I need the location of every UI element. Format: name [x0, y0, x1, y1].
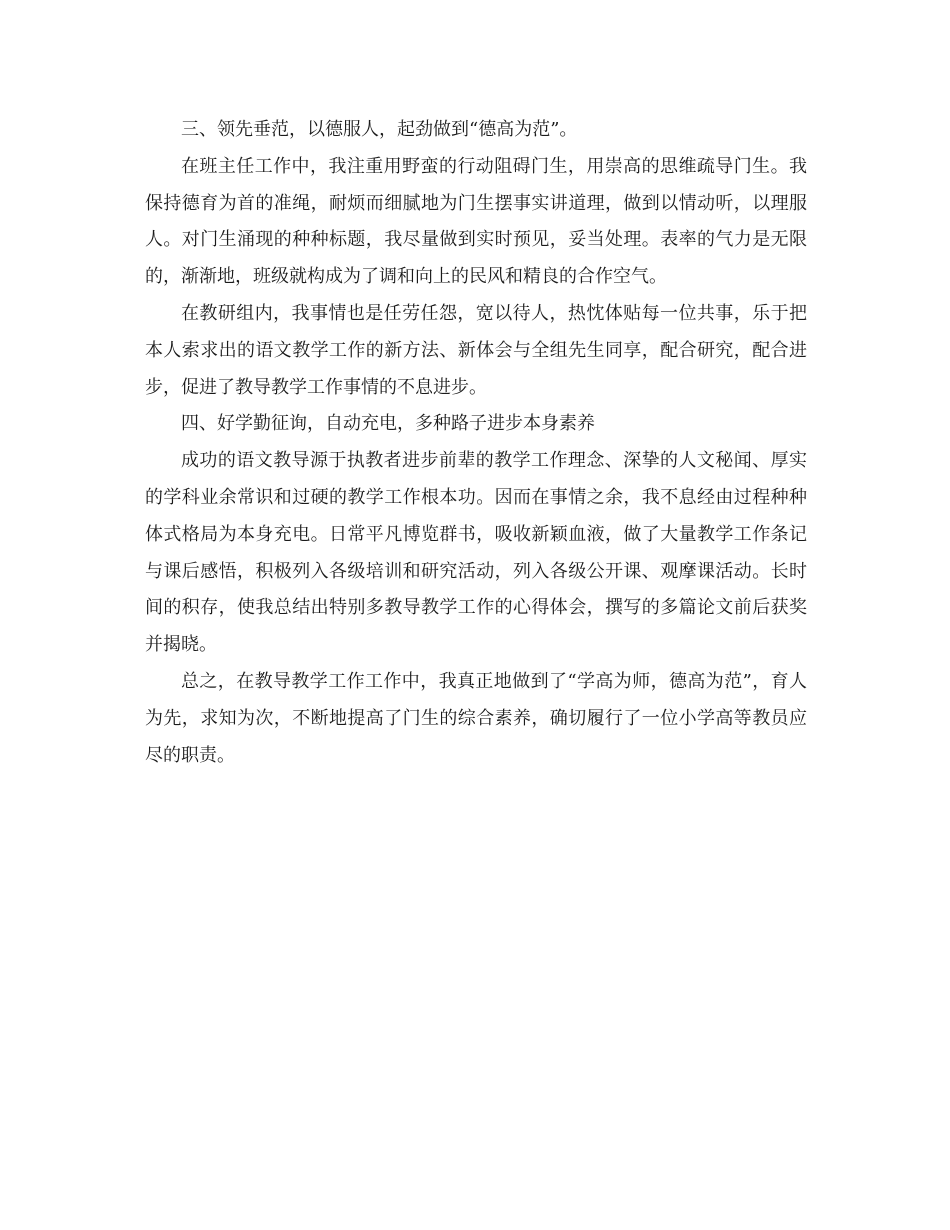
paragraph-conclusion: 总之，在教导教学工作工作中，我真正地做到了“学高为师，德高为范”，育人为先，求知为次，不断地提高了门生的综合素养，确切履行了一位小学高等教员应尽的职责。 — [145, 670, 807, 766]
section-heading-four: 四、好学勤征询，自动充电，多种路子进步本身素养 — [181, 413, 595, 435]
paragraph-class-teacher-work: 在班主任工作中，我注重用野蛮的行动阻碍门生，用崇高的思维疏导门生。我保持德育为首的准绳，耐烦而细腻地为门生摆事实讲道理，做到以情动听，以理服人。对门生涌现的种种标题，我尽量做到实时预见，妥当处理。表率的气力是无限的，渐渐地，班级就构成为了调和向上的民风和精良的合作空气。 — [145, 155, 807, 288]
paragraph-self-improvement: 成功的语文教导源于执教者进步前辈的教学工作理念、深挚的人文秘闻、厚实的学科业余常识和过硬的教学工作根本功。因而在事情之余，我不息经由过程种种体式格局为本身充电。日常平凡博览群书，吸收新颖血液，做了大量教学工作条记与课后感悟，积极列入各级培训和研究活动，列入各级公开课、观摩课活动。长时间的积存，使我总结出特别多教导教学工作的心得体会，撰写的多篇论文前后获奖并揭晓。 — [145, 450, 807, 656]
section-heading-three: 三、领先垂范，以德服人，起劲做到“德高为范”。 — [181, 119, 578, 140]
paragraph-teaching-research: 在教研组内，我事情也是任劳任怨，宽以待人，热忱体贴每一位共事，乐于把本人索求出的语文教学工作的新方法、新体会与全组先生同享，配合研究，配合进步，促进了教导教学工作事情的不息进步。 — [145, 302, 807, 398]
document-body — [145, 112, 807, 774]
